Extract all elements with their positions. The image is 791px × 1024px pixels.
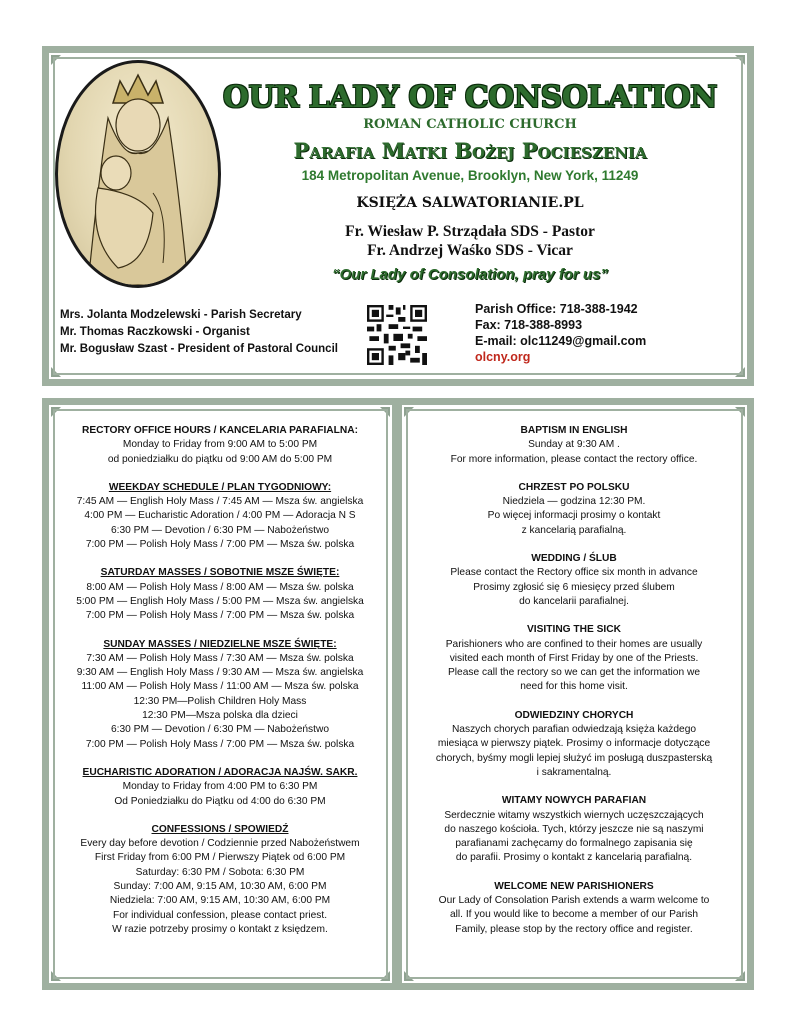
- order-website[interactable]: KSIĘŻA SALWATORIANIE.PL: [356, 195, 584, 211]
- corner-ornament: [51, 367, 61, 377]
- corner-ornament: [735, 407, 745, 417]
- website-link[interactable]: olcny.org: [475, 350, 531, 364]
- fax-number: Fax: 718-388-8993: [475, 318, 583, 332]
- confession-line: Niedziela: 7:00 AM, 9:15 AM, 10:30 AM, 6:00 PM: [109, 895, 331, 907]
- madonna-and-child-illustration: [58, 63, 218, 285]
- church-subtitle: ROMAN CATHOLIC CHURCH: [363, 117, 577, 132]
- baptism-polish-line: Niedziela — godzina 12:30 PM.: [502, 496, 646, 508]
- visiting-sick-polish-heading: ODWIEDZINY CHORYCH: [514, 709, 634, 721]
- saturday-mass-line: 7:00 PM — Polish Holy Mass / 7:00 PM — Msza św. polska: [85, 610, 355, 622]
- visiting-sick-line: Parishioners who are confined to their homes are usually: [445, 638, 703, 650]
- staff-organist: Mr. Thomas Raczkowski - Organist: [60, 326, 250, 338]
- welcome-english-line: all. If you would like to become a member of our Parish: [449, 909, 698, 921]
- polish-parish-title: Parafia Matki Bożej Pocieszenia: [293, 138, 647, 163]
- church-title: OUR LADY OF CONSOLATION: [222, 80, 718, 115]
- baptism-english-line: Sunday at 9:30 AM .: [528, 439, 620, 451]
- welcome-polish-line: parafianami zachęcamy do formalnego zapisania się: [455, 838, 693, 850]
- corner-ornament: [735, 367, 745, 377]
- welcome-polish-heading: WITAMY NOWYCH PARAFIAN: [501, 795, 647, 807]
- welcome-english-line: Family, please stop by the rectory office and register.: [455, 923, 693, 935]
- baptism-english-heading: BAPTISM IN ENGLISH: [520, 425, 628, 436]
- visiting-sick-heading: VISITING THE SICK: [527, 624, 621, 636]
- parish-office-phone[interactable]: Parish Office: 718-388-1942: [475, 302, 638, 316]
- welcome-english-heading: WELCOME NEW PARISHIONERS: [494, 880, 654, 892]
- visiting-sick-line: visited each month of First Friday by one of the Priests.: [449, 652, 699, 664]
- baptism-polish-heading: CHRZEST PO POLSKU: [518, 481, 630, 493]
- weekday-schedule-line: 7:00 PM — Polish Holy Mass / 7:00 PM — Msza św. polska: [85, 539, 355, 551]
- wedding-heading: WEDDING / ŚLUB: [531, 553, 617, 565]
- confessions-heading: CONFESSIONS / SPOWIEDŹ: [151, 823, 289, 835]
- wedding-line: do kancelarii parafialnej.: [519, 595, 629, 607]
- saturday-masses-heading: SATURDAY MASSES / SOBOTNIE MSZE ŚWIĘTE:: [100, 567, 340, 579]
- adoration-line: Monday to Friday from 4:00 PM to 6:30 PM: [122, 781, 318, 793]
- corner-ornament: [51, 407, 61, 417]
- corner-ornament: [380, 971, 390, 981]
- sunday-masses-heading: SUNDAY MASSES / NIEDZIELNE MSZE ŚWIĘTE:: [103, 638, 337, 650]
- welcome-polish-line: do parafii. Prosimy o kontakt z kancelarią parafialną.: [455, 852, 693, 864]
- adoration-heading: EUCHARISTIC ADORATION / ADORACJA NAJŚW. SAKR.: [82, 766, 358, 778]
- visiting-sick-polish-line: miesiąca w pierwszy piątek. Prosimy o informacje dotyczące: [437, 738, 711, 750]
- vicar-name: Fr. Andrzej Waśko SDS - Vicar: [367, 242, 573, 259]
- baptism-polish-line: Po więcej informacji prosimy o kontakt: [487, 510, 661, 522]
- confession-line: For individual confession, please contact priest.: [112, 909, 328, 921]
- corner-ornament: [735, 971, 745, 981]
- church-address: 184 Metropolitan Avenue, Brooklyn, New York, 11249: [301, 168, 639, 183]
- visiting-sick-polish-line: i sakramentalną.: [536, 766, 612, 778]
- sunday-mass-line: 7:30 AM — Polish Holy Mass / 7:30 AM — Msza św. polska: [86, 652, 354, 664]
- sunday-mass-line: 11:00 AM — Polish Holy Mass / 11:00 AM — Msza św. polska: [81, 681, 359, 693]
- baptism-polish-line: z kancelarią parafialną.: [521, 524, 627, 536]
- adoration-line: Od Poniedziałku do Piątku od 4:00 do 6:30 PM: [114, 795, 326, 807]
- rectory-hours-line: od poniedziałku do piątku od 9:00 AM do 5:00 PM: [107, 453, 333, 465]
- staff-secretary: Mrs. Jolanta Modzelewski - Parish Secretary: [60, 309, 302, 321]
- sunday-mass-line: 12:30 PM—Msza polska dla dzieci: [142, 710, 298, 722]
- confession-line: Sunday: 7:00 AM, 9:15 AM, 10:30 AM, 6:00 PM: [113, 881, 327, 893]
- sacraments-column: [413, 424, 735, 937]
- rectory-hours-heading: RECTORY OFFICE HOURS / KANCELARIA PARAFIALNA:: [81, 425, 358, 436]
- corner-ornament: [404, 407, 414, 417]
- visiting-sick-line: Please call the rectory so we can get the information we: [448, 667, 700, 679]
- staff-council-president: Mr. Bogusław Szast - President of Pastoral Council: [60, 343, 338, 355]
- staff-list: [60, 307, 338, 358]
- welcome-english-line: Our Lady of Consolation Parish extends a warm welcome to: [438, 895, 710, 907]
- madonna-image: [55, 60, 221, 288]
- welcome-polish-line: Serdecznie witamy wszystkich wiernych uczęszczających: [444, 809, 704, 821]
- visiting-sick-polish-line: chorych, byśmy mogli lepiej służyć im posługą duszpasterską: [435, 752, 713, 764]
- confession-line: Every day before devotion / Codziennie przed Nabożeństwem: [80, 838, 360, 850]
- wedding-line: Prosimy zgłosić się 6 miesięcy przed ślubem: [473, 581, 675, 593]
- pastor-name: Fr. Wiesław P. Strządała SDS - Pastor: [345, 223, 595, 240]
- email-address[interactable]: E-mail: olc11249@gmail.com: [475, 334, 647, 348]
- weekday-schedule-line: 7:45 AM — English Holy Mass / 7:45 AM — Msza św. angielska: [76, 496, 364, 508]
- visiting-sick-line: need for this home visit.: [520, 681, 628, 693]
- clergy-list: [210, 222, 730, 260]
- visiting-sick-polish-line: Naszych chorych parafian odwiedzają księża każdego: [451, 724, 697, 736]
- saturday-mass-line: 5:00 PM — English Holy Mass / 5:00 PM — Msza św. angielska: [76, 595, 364, 607]
- corner-ornament: [735, 55, 745, 65]
- confession-line: Saturday: 6:30 PM / Sobota: 6:30 PM: [135, 866, 305, 878]
- sunday-mass-line: 6:30 PM — Devotion / 6:30 PM — Nabożeństwo: [110, 724, 329, 736]
- saturday-mass-line: 8:00 AM — Polish Holy Mass / 8:00 AM — Msza św. polska: [86, 581, 354, 593]
- corner-ornament: [404, 971, 414, 981]
- wedding-line: Please contact the Rectory office six month in advance: [450, 567, 698, 579]
- confession-line: First Friday from 6:00 PM / Pierwszy Piątek od 6:00 PM: [94, 852, 346, 864]
- sunday-mass-line: 9:30 AM — English Holy Mass / 9:30 AM — Msza św. angielska: [76, 667, 364, 679]
- weekday-schedule-line: 6:30 PM — Devotion / 6:30 PM — Nabożeństwo: [110, 524, 329, 536]
- sunday-mass-line: 7:00 PM — Polish Holy Mass / 7:00 PM — Msza św. polska: [85, 738, 355, 750]
- prayer-motto: “Our Lady of Consolation, pray for us”: [332, 266, 608, 283]
- contact-info: [475, 301, 646, 365]
- sunday-mass-line: 12:30 PM—Polish Children Holy Mass: [133, 695, 307, 707]
- corner-ornament: [51, 971, 61, 981]
- corner-ornament: [51, 55, 61, 65]
- corner-ornament: [380, 407, 390, 417]
- baptism-english-line: For more information, please contact the rectory office.: [450, 453, 698, 465]
- confession-line: W razie potrzeby prosimy o kontakt z księdzem.: [112, 923, 328, 935]
- weekday-schedule-heading: WEEKDAY SCHEDULE / PLAN TYGODNIOWY:: [108, 481, 332, 493]
- schedule-column: [60, 424, 380, 937]
- rectory-hours-line: Monday to Friday from 9:00 AM to 5:00 PM: [122, 439, 318, 451]
- qr-code-icon[interactable]: [367, 305, 427, 365]
- weekday-schedule-line: 4:00 PM — Eucharistic Adoration / 4:00 PM — Adoracja N S: [84, 510, 356, 522]
- welcome-polish-line: do naszego kościoła. Tych, którzy jeszcze nie są naszymi: [444, 823, 704, 835]
